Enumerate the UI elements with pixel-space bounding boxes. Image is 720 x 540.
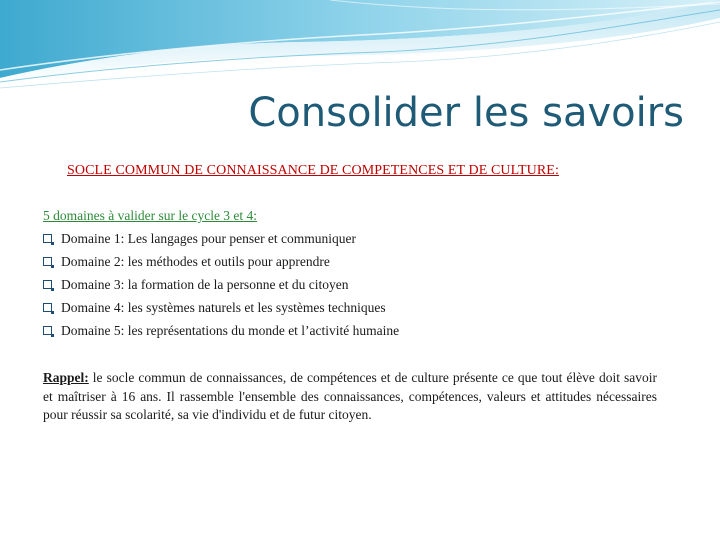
rappel-text: le socle commun de connaissances, de compétences et de culture présente ce que tout élève doit savoir et maîtriser à 16 ans. Il rassemble l'ensemble des connaissances, compétences, valeurs et attitudes nécessaires pour réussir sa scolarité, sa vie d'individu et de futur citoyen.	[43, 370, 657, 422]
square-bullet-icon	[43, 280, 52, 289]
domains-heading: 5 domaines à valider sur le cycle 3 et 4:	[43, 208, 258, 223]
square-bullet-icon	[43, 234, 52, 243]
square-bullet-icon	[43, 303, 52, 312]
list-item-domain-4	[43, 300, 399, 323]
square-bullet-icon	[43, 326, 52, 335]
list-item-domain-1	[43, 231, 399, 254]
list-item-domain-3	[43, 277, 399, 300]
rappel-paragraph	[43, 369, 657, 425]
square-bullet-icon	[43, 257, 52, 266]
slide-title: Consolider les savoirs	[248, 90, 684, 136]
header-wave-decoration	[0, 0, 720, 90]
list-item-domain-2	[43, 254, 399, 277]
domain-label: Domaine 1: Les langages pour penser et communiquer	[61, 231, 357, 246]
slide-subtitle: SOCLE COMMUN DE CONNAISSANCE DE COMPETENCES ET DE CULTURE:	[67, 163, 559, 178]
rappel-label: Rappel:	[43, 370, 89, 385]
list-item-domain-5	[43, 323, 399, 346]
domain-label: Domaine 4: les systèmes naturels et les systèmes techniques	[61, 300, 386, 315]
domains-list	[43, 208, 399, 346]
domain-label: Domaine 5: les représentations du monde et l’activité humaine	[61, 323, 400, 338]
domain-label: Domaine 2: les méthodes et outils pour apprendre	[61, 254, 330, 269]
domain-label: Domaine 3: la formation de la personne et du citoyen	[61, 277, 349, 292]
